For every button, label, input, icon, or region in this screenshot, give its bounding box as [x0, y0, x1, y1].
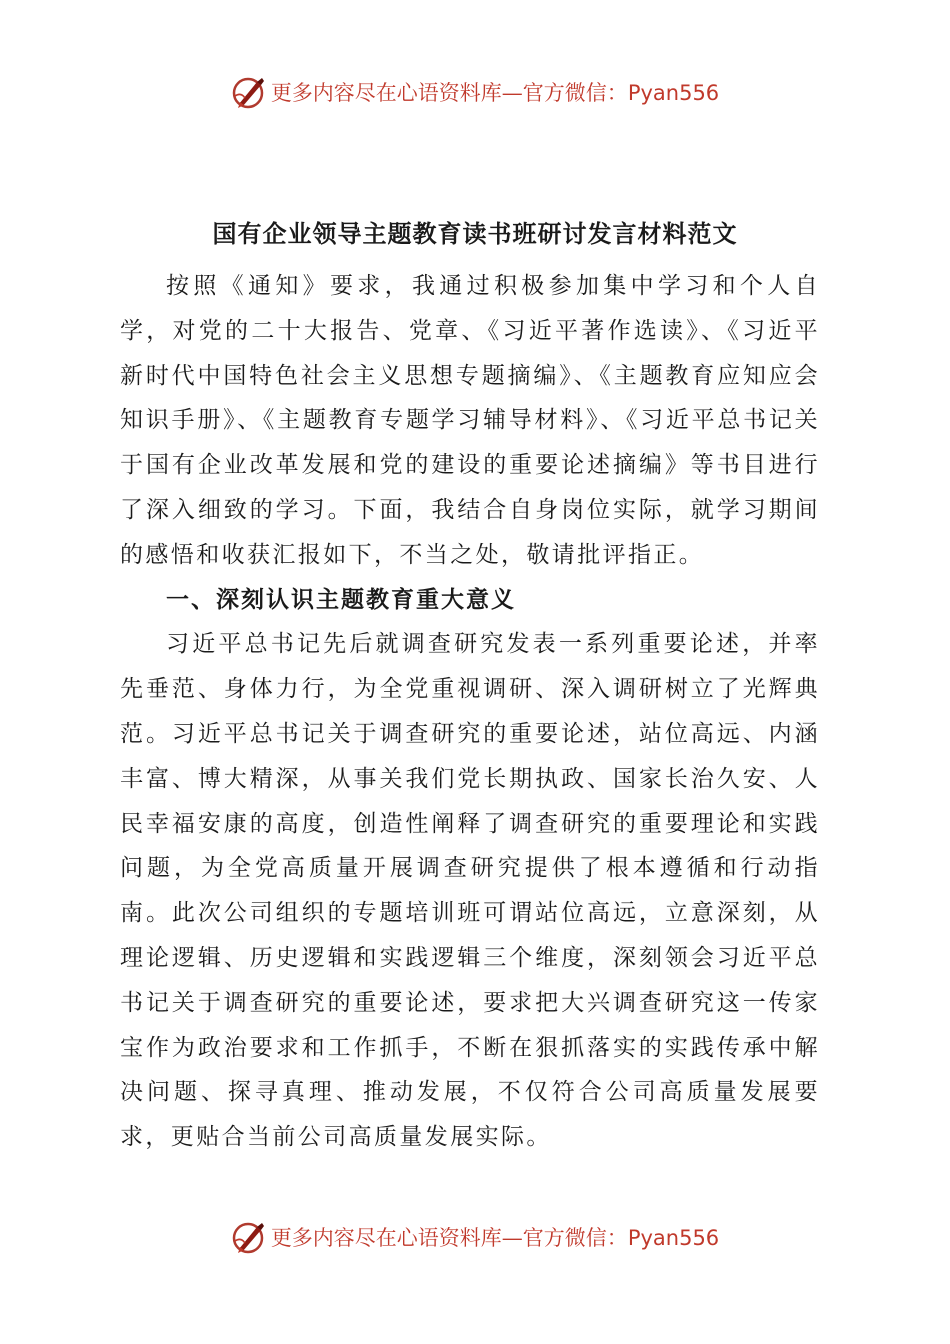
pen-circle-logo-icon	[231, 1219, 267, 1255]
section-paragraph: 习近平总书记先后就调查研究发表一系列重要论述，并率先垂范、身体力行，为全党重视调研、深入调研树立了光辉典范。习近平总书记关于调查研究的重要论述，站位高远、内涵丰富、博大精深，从事关我们党长期执政、国家长治久安、人民幸福安康的高度，创造性阐释了调查研究的重要理论和实践问题，为全党高质量开展调查研究提供了根本遵循和行动指南。此次公司组织的专题培训班可谓站位高远，立意深刻，从理论逻辑、历史逻辑和实践逻辑三个维度，深刻领会习近平总书记关于调查研究的重要论述，要求把大兴调查研究这一传家宝作为政治要求和工作抓手，不断在狠抓落实的实践传承中解决问题、探寻真理、推动发展，不仅符合公司高质量发展要求，更贴合当前公司高质量发展实际。	[120, 631, 820, 1151]
header-watermark	[0, 72, 950, 112]
pen-circle-logo-icon	[231, 74, 267, 110]
watermark-text: 更多内容尽在心语资料库—官方微信：Pyan556	[270, 81, 720, 105]
footer-watermark	[0, 1217, 950, 1257]
wechat-id: Pyan556	[627, 1226, 720, 1250]
document-body	[120, 264, 820, 1160]
intro-paragraph: 按照《通知》要求，我通过积极参加集中学习和个人自学，对党的二十大报告、党章、《习近平著作选读》、《习近平新时代中国特色社会主义思想专题摘编》、《主题教育应知应会知识手册》、《主题教育专题学习辅导材料》、《习近平总书记关于国有企业改革发展和党的建设的重要论述摘编》等书目进行了深入细致的学习。下面，我结合自身岗位实际，就学习期间的感悟和收获汇报如下，不当之处，敬请批评指正。	[120, 273, 820, 568]
document-title: 国有企业领导主题教育读书班研讨发言材料范文	[212, 220, 738, 248]
watermark-text: 更多内容尽在心语资料库—官方微信：Pyan556	[270, 1226, 720, 1250]
wechat-id: Pyan556	[627, 81, 720, 105]
section-heading: 一、深刻认识主题教育重大意义	[166, 586, 516, 613]
